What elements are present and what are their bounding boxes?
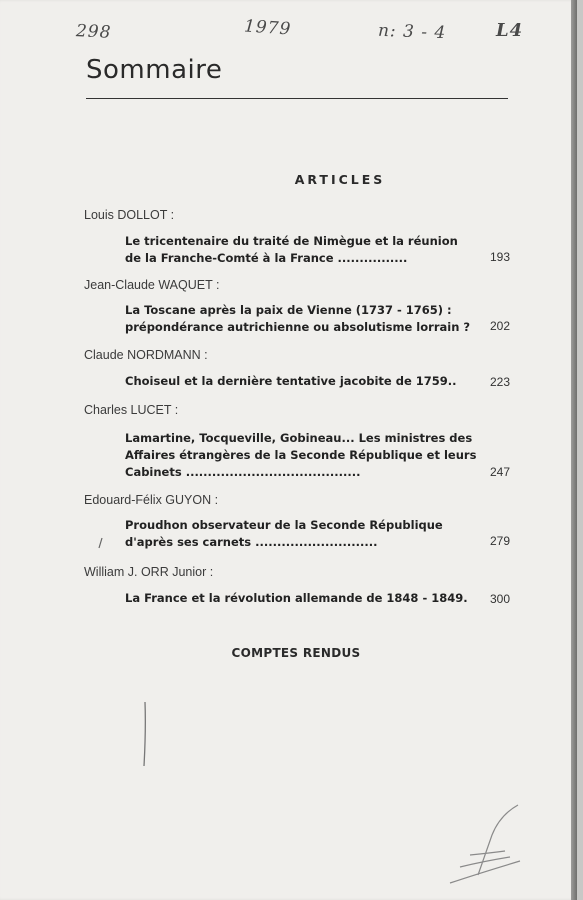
article-author: Claude NORDMANN :: [84, 348, 208, 362]
handwritten-note: n: 3 - 4: [377, 20, 447, 44]
pencil-mark: [138, 700, 152, 770]
handwritten-note: 298: [75, 21, 112, 43]
article-title-line: d'après ses carnets ............................: [125, 535, 378, 549]
article-title-line: Le tricentenaire du traité de Nimègue et la réunion: [125, 234, 458, 248]
page-edge-shadow: [571, 0, 577, 900]
article-title-line: Lamartine, Tocqueville, Gobineau... Les ministres des: [125, 431, 473, 445]
article-title: [125, 517, 470, 551]
article-title: [125, 302, 470, 336]
article-author: Edouard-Félix GUYON :: [84, 493, 219, 507]
article-page-number: 223: [489, 375, 510, 389]
page-title: Sommaire: [86, 55, 223, 85]
article-title-line: de la Franche-Comté à la France ................: [125, 251, 408, 265]
article-title: [125, 233, 470, 267]
reviews-heading: COMPTES RENDUS: [231, 646, 361, 660]
article-page-number: 193: [489, 250, 510, 264]
article-title-line: prépondérance autrichienne ou absolutisme lorrain ?: [125, 320, 471, 334]
handwritten-note: 1979: [243, 16, 292, 40]
article-author: Louis DOLLOT :: [84, 208, 175, 222]
article-page-number: 202: [489, 319, 510, 333]
article-title-line: La Toscane après la paix de Vienne (1737 - 1765) :: [125, 303, 452, 317]
pencil-mark: [96, 536, 106, 550]
article-author: Jean-Claude WAQUET :: [84, 278, 220, 292]
article-page-number: 300: [489, 592, 510, 606]
article-title-line: Cabinets ........................................: [125, 465, 361, 479]
section-heading: ARTICLES: [294, 172, 386, 187]
article-title-line: Choiseul et la dernière tentative jacobite de 1759..: [125, 374, 457, 388]
title-divider: [86, 98, 508, 99]
signature-flourish: [430, 795, 530, 890]
article-page-number: 247: [489, 465, 510, 479]
article-title-line: La France et la révolution allemande de 1848 - 1849.: [125, 591, 468, 605]
article-author: William J. ORR Junior :: [84, 565, 214, 579]
article-page-number: 279: [489, 534, 510, 548]
article-author: Charles LUCET :: [84, 403, 179, 417]
handwritten-note: L4: [496, 20, 524, 41]
article-title: [125, 430, 477, 481]
article-title: [125, 373, 470, 390]
article-title: [125, 590, 470, 607]
article-title-line: Proudhon observateur de la Seconde République: [125, 518, 443, 532]
article-title-line: Affaires étrangères de la Seconde République et leurs: [125, 448, 477, 462]
